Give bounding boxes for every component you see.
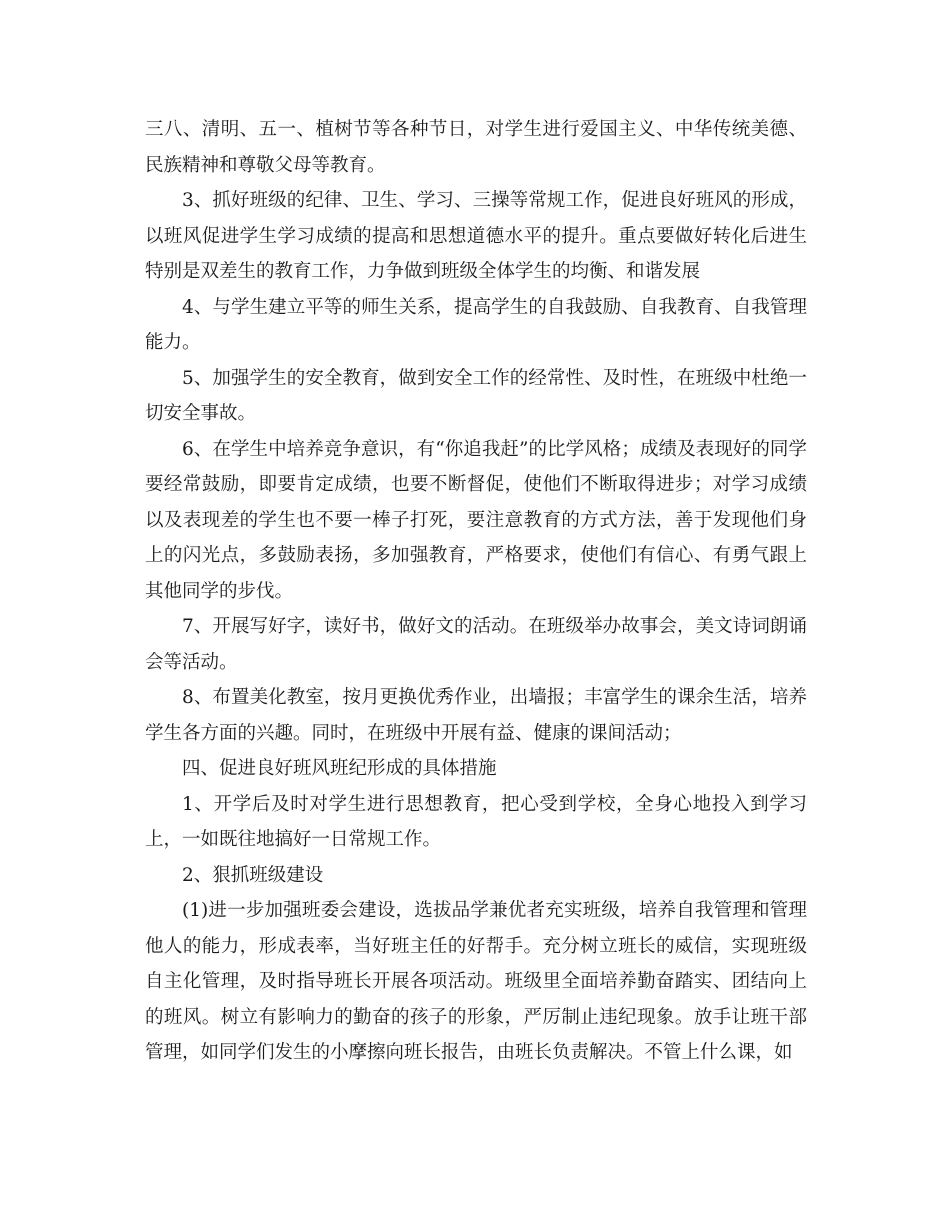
paragraph-item-5: 5、加强学生的安全教育，做到安全工作的经常性、及时性，在班级中杜绝一切安全事故。 xyxy=(145,367,807,424)
paragraph-item-8: 8、布置美化教室，按月更换优秀作业，出墙报；丰富学生的课余生活，培养学生各方面的兴趣。同时，在班级中开展有益、健康的课间活动； xyxy=(145,687,807,744)
paragraph-measure-2: 2、狠抓班级建设 xyxy=(182,864,324,886)
paragraph-item-7: 7、开展写好字，读好书，做好文的活动。在班级举办故事会，美文诗词朗诵会等活动。 xyxy=(145,616,807,673)
section-heading-4: 四、促进良好班风班纪形成的具体措施 xyxy=(182,758,497,779)
paragraph-item-3: 3、抓好班级的纪律、卫生、学习、三操等常规工作，促进良好班风的形成，以班风促进学生学习成绩的提高和思想道德水平的提升。重点要做好转化后进生特别是双差生的教育工作，力争做到班级全体学生的均衡、和谐发展 xyxy=(145,190,807,282)
paragraph-item-4: 4、与学生建立平等的师生关系，提高学生的自我鼓励、自我教育、自我管理能力。 xyxy=(145,296,807,353)
paragraph-item-6: 6、在学生中培养竞争意识，有“你追我赶”的比学风格；成绩及表现好的同学要经常鼓励，即要肯定成绩，也要不断督促，使他们不断取得进步；对学习成绩以及表现差的学生也不要一棒子打死，要注意教育的方式方法，善于发现他们身上的闪光点，多鼓励表扬，多加强教育，严格要求，使他们有信心、有勇气跟上其他同学的步伐。 xyxy=(145,438,807,602)
document-body xyxy=(145,112,807,1071)
paragraph-measure-2-1: (1)进一步加强班委会建设，选拔品学兼优者充实班级，培养自我管理和管理他人的能力，形成表率，当好班主任的好帮手。充分树立班长的威信，实现班级自主化管理，及时指导班长开展各项活动。班级里全面培养勤奋踏实、团结向上的班风。树立有影响力的勤奋的孩子的形象，严厉制止违纪现象。放手让班干部管理，如同学们发生的小摩擦向班长报告，由班长负责解决。不管上什么课，如 xyxy=(145,900,807,1063)
paragraph-measure-1: 1、开学后及时对学生进行思想教育，把心受到学校，全身心地投入到学习上，一如既往地搞好一日常规工作。 xyxy=(145,793,807,850)
paragraph-holiday-education: 三八、清明、五一、植树节等各种节日，对学生进行爱国主义、中华传统美德、民族精神和尊敬父母等教育。 xyxy=(145,119,807,176)
